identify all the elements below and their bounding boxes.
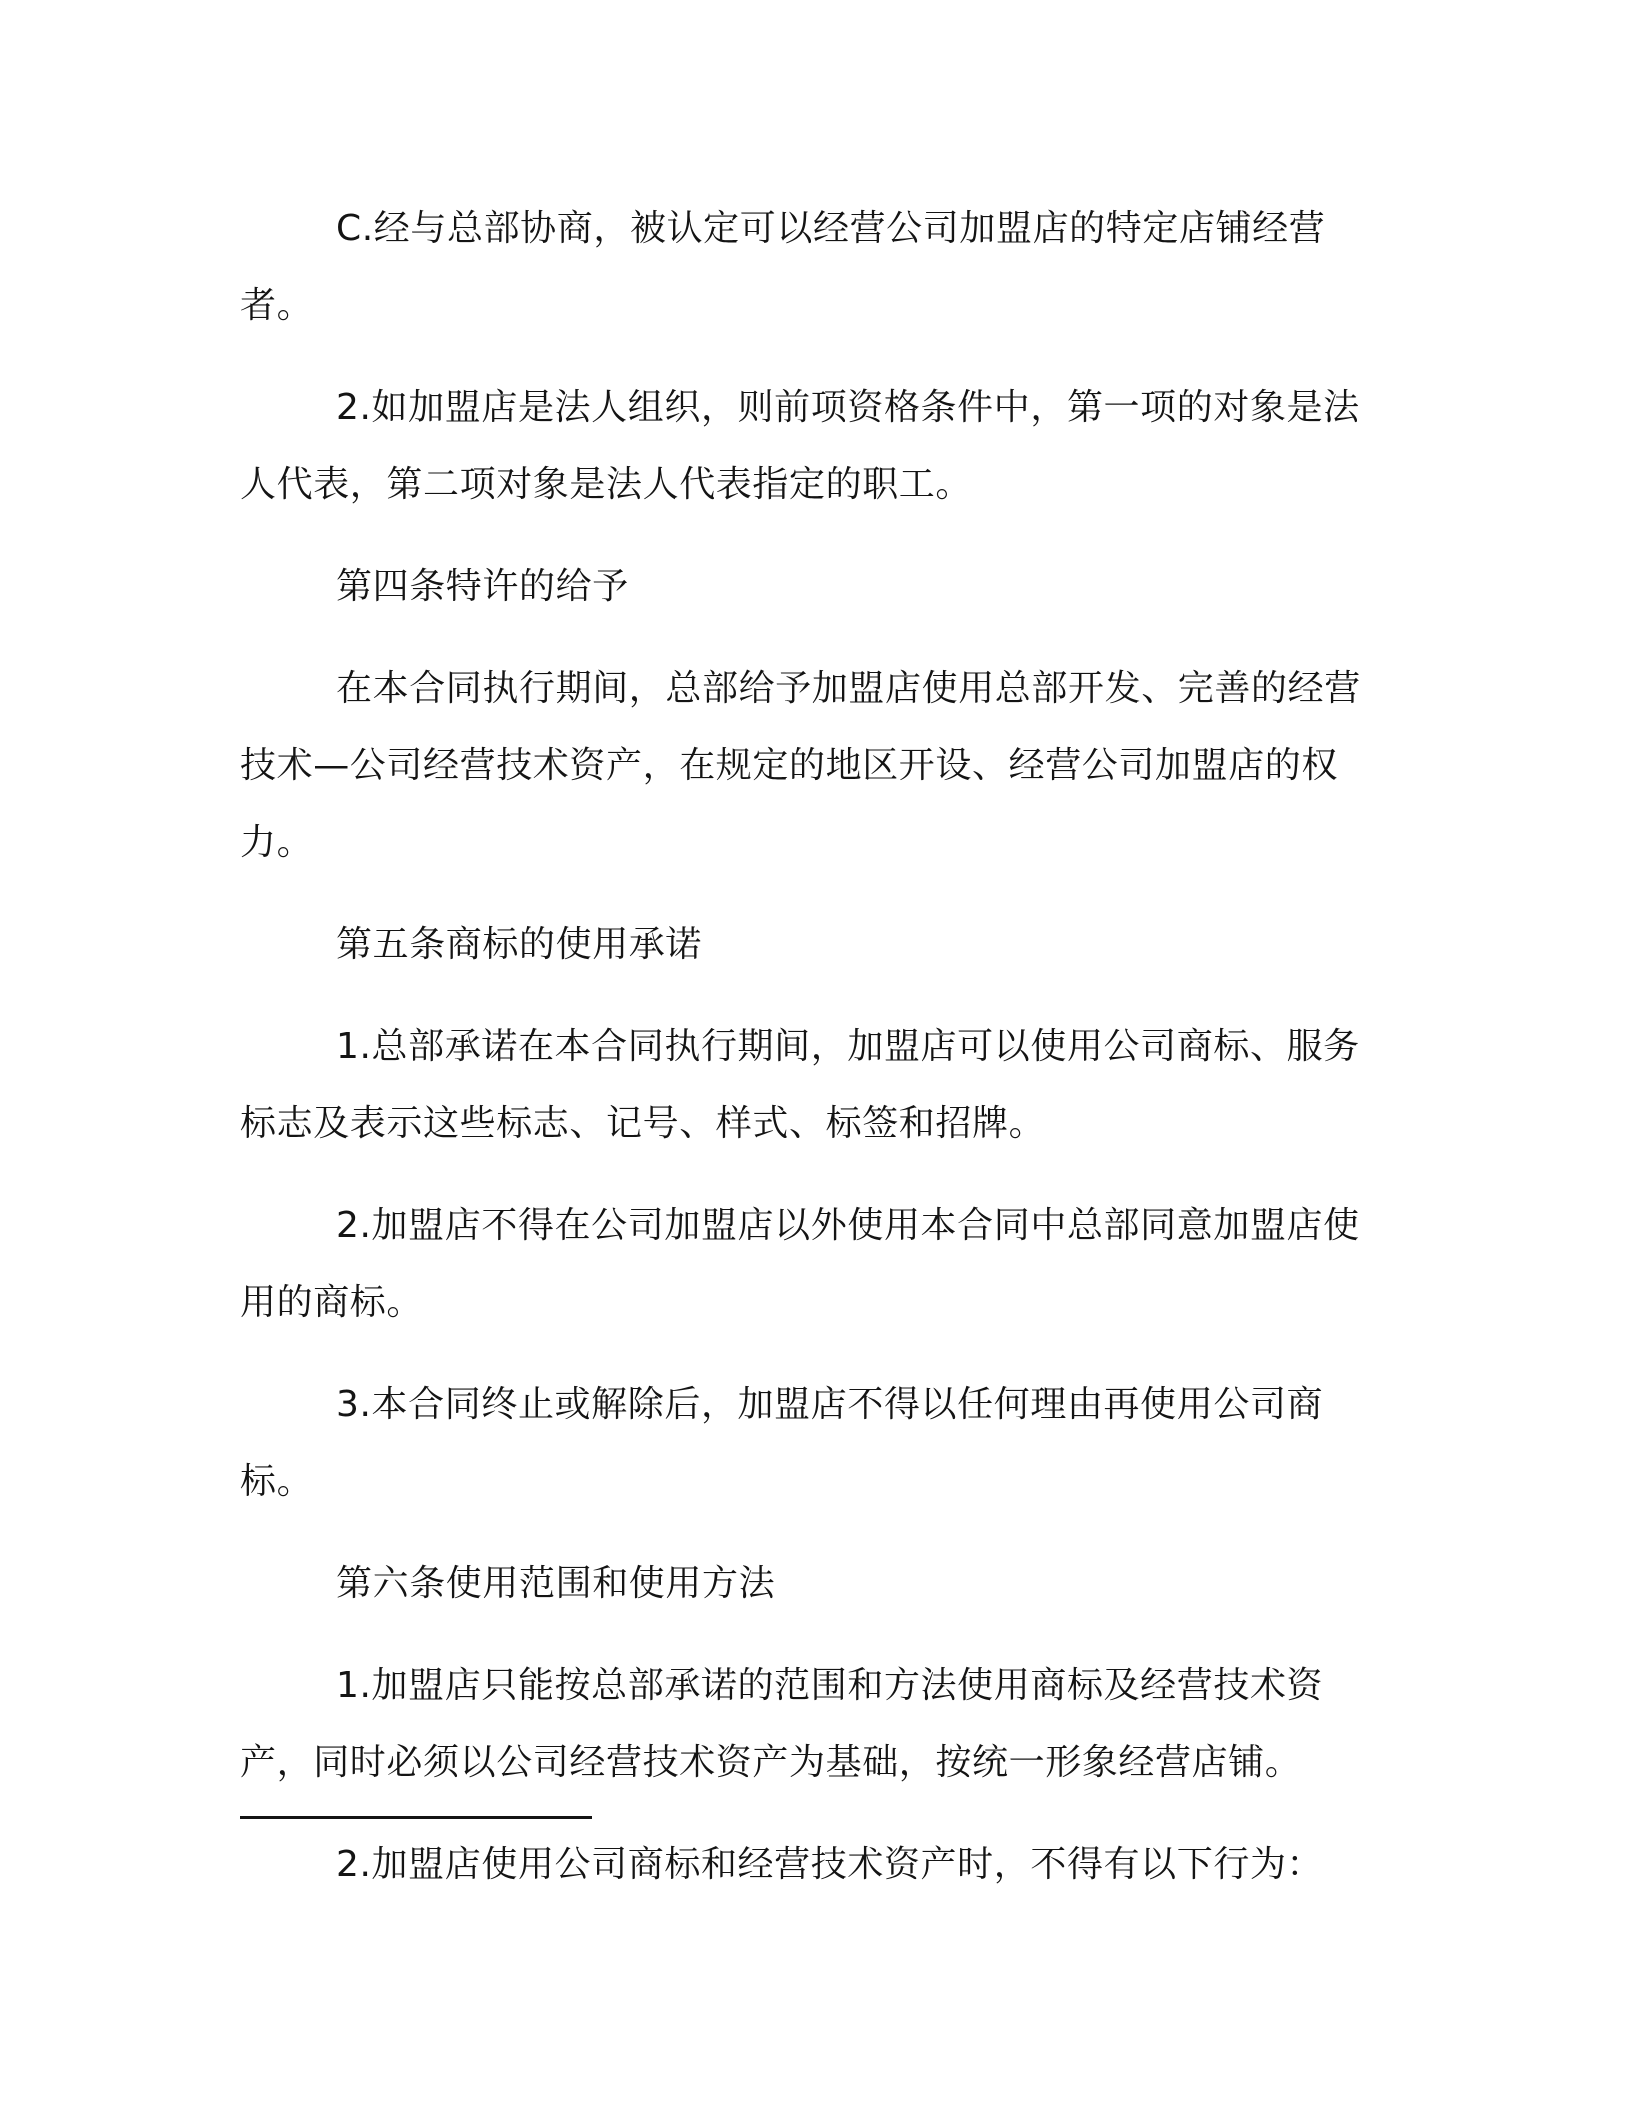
paragraph-clause-c: C.经与总部协商，被认定可以经营公司加盟店的特定店铺经营者。: [240, 208, 1326, 326]
paragraph-trademark-1: 1.总部承诺在本合同执行期间，加盟店可以使用公司商标、服务标志及表示这些标志、记号、样式、标签和招牌。: [240, 1026, 1360, 1144]
paragraph-legal-person: 2.如加盟店是法人组织，则前项资格条件中，第一项的对象是法人代表，第二项对象是法人代表指定的职工。: [240, 387, 1360, 505]
paragraph-grant: 在本合同执行期间，总部给予加盟店使用总部开发、完善的经营技术—公司经营技术资产，在规定的地区开设、经营公司加盟店的权力。: [240, 668, 1361, 863]
paragraph-usage-2: 2.加盟店使用公司商标和经营技术资产时，不得有以下行为：: [336, 1844, 1324, 1885]
heading-article-4: 第四条特许的给予: [336, 566, 629, 607]
heading-article-5: 第五条商标的使用承诺: [336, 924, 703, 965]
footnote-separator-line: [240, 1816, 592, 1819]
document-body: [240, 190, 1390, 1928]
paragraph-trademark-3: 3.本合同终止或解除后，加盟店不得以任何理由再使用公司商标。: [240, 1384, 1324, 1502]
heading-article-6: 第六条使用范围和使用方法: [336, 1563, 776, 1604]
paragraph-usage-1: 1.加盟店只能按总部承诺的范围和方法使用商标及经营技术资产，同时必须以公司经营技术资产为基础，按统一形象经营店铺。: [240, 1665, 1324, 1783]
paragraph-trademark-2: 2.加盟店不得在公司加盟店以外使用本合同中总部同意加盟店使用的商标。: [240, 1205, 1360, 1323]
